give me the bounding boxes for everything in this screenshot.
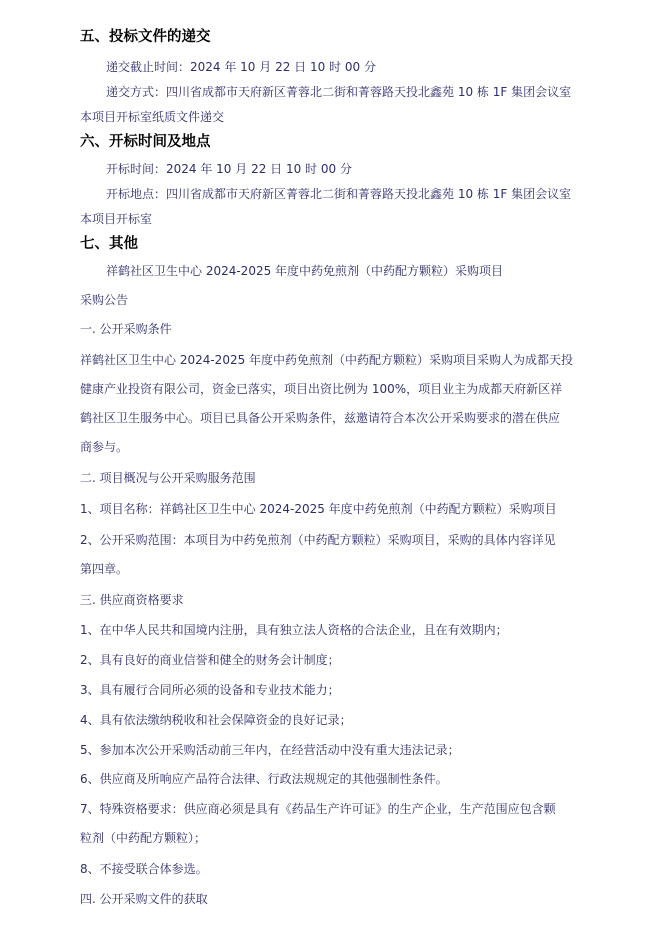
part-2-item-2-line2: 第四章。 bbox=[80, 562, 129, 576]
part-3-item-7-line2: 粒剂（中药配方颗粒）； bbox=[80, 831, 207, 845]
part-3-item-7-line1: 7、特殊资格要求：供应商必须是具有《药品生产许可证》的生产企业，生产范围应包含颗 bbox=[80, 802, 556, 816]
part-3-item-2: 2、具有良好的商业信誉和健全的财务会计制度； bbox=[80, 653, 340, 667]
part-3-item-6: 6、供应商及所响应产品符合法律、行政法规规定的其他强制性条件。 bbox=[80, 772, 448, 786]
section-6-heading: 六、开标时间及地点 bbox=[80, 134, 211, 150]
opening-time: 开标时间：2024 年 10 月 22 日 10 时 00 分 bbox=[106, 162, 352, 176]
part-4-title: 四. 公开采购文件的获取 bbox=[80, 892, 208, 906]
opening-place-line2: 本项目开标室 bbox=[80, 212, 153, 226]
part-3-item-5: 5、参加本次公开采购活动前三年内，在经营活动中没有重大违法记录； bbox=[80, 743, 460, 757]
part-1-paragraph-line: 祥鹤社区卫生中心 2024-2025 年度中药免煎剂（中药配方颗粒）采购项目采购人为成都天投 bbox=[80, 353, 574, 367]
part-3-title: 三. 供应商资格要求 bbox=[80, 593, 184, 607]
part-2-item-2-line1: 2、公开采购范围：本项目为中药免煎剂（中药配方颗粒）采购项目，采购的具体内容详见 bbox=[80, 533, 556, 547]
project-title: 祥鹤社区卫生中心 2024-2025 年度中药免煎剂（中药配方颗粒）采购项目 bbox=[106, 264, 504, 278]
part-1-paragraph-line: 商参与。 bbox=[80, 440, 129, 454]
part-1-title: 一. 公开采购条件 bbox=[80, 322, 172, 336]
opening-place-line1: 开标地点：四川省成都市天府新区菁蓉北二街和菁蓉路天投北鑫苑 10 栋 1F 集团会议室 bbox=[106, 187, 572, 201]
submission-deadline: 递交截止时间：2024 年 10 月 22 日 10 时 00 分 bbox=[106, 60, 376, 74]
part-1-paragraph-line: 鹤社区卫生服务中心。项目已具备公开采购条件，兹邀请符合本次公开采购要求的潜在供应 bbox=[80, 411, 561, 425]
part-3-item-8: 8、不接受联合体参选。 bbox=[80, 862, 208, 876]
part-3-item-3: 3、具有履行合同所必须的设备和专业技术能力； bbox=[80, 683, 340, 697]
procurement-notice-label: 采购公告 bbox=[80, 293, 129, 307]
section-7-heading: 七、其他 bbox=[80, 236, 138, 252]
part-3-item-1: 1、在中华人民共和国境内注册，具有独立法人资格的合法企业，且在有效期内； bbox=[80, 623, 508, 637]
part-3-item-4: 4、具有依法缴纳税收和社会保障资金的良好记录； bbox=[80, 713, 352, 727]
part-1-paragraph-line: 健康产业投资有限公司，资金已落实，项目出资比例为 100%，项目业主为成都天府新区祥 bbox=[80, 382, 563, 396]
part-2-item-1: 1、项目名称：祥鹤社区卫生中心 2024-2025 年度中药免煎剂（中药配方颗粒）采购项目 bbox=[80, 502, 557, 516]
part-2-title: 二. 项目概况与公开采购服务范围 bbox=[80, 471, 256, 485]
submission-method-line1: 递交方式：四川省成都市天府新区菁蓉北二街和菁蓉路天投北鑫苑 10 栋 1F 集团会议室 bbox=[106, 85, 572, 99]
submission-method-line2: 本项目开标室纸质文件递交 bbox=[80, 110, 225, 124]
section-5-heading: 五、投标文件的递交 bbox=[80, 29, 211, 45]
